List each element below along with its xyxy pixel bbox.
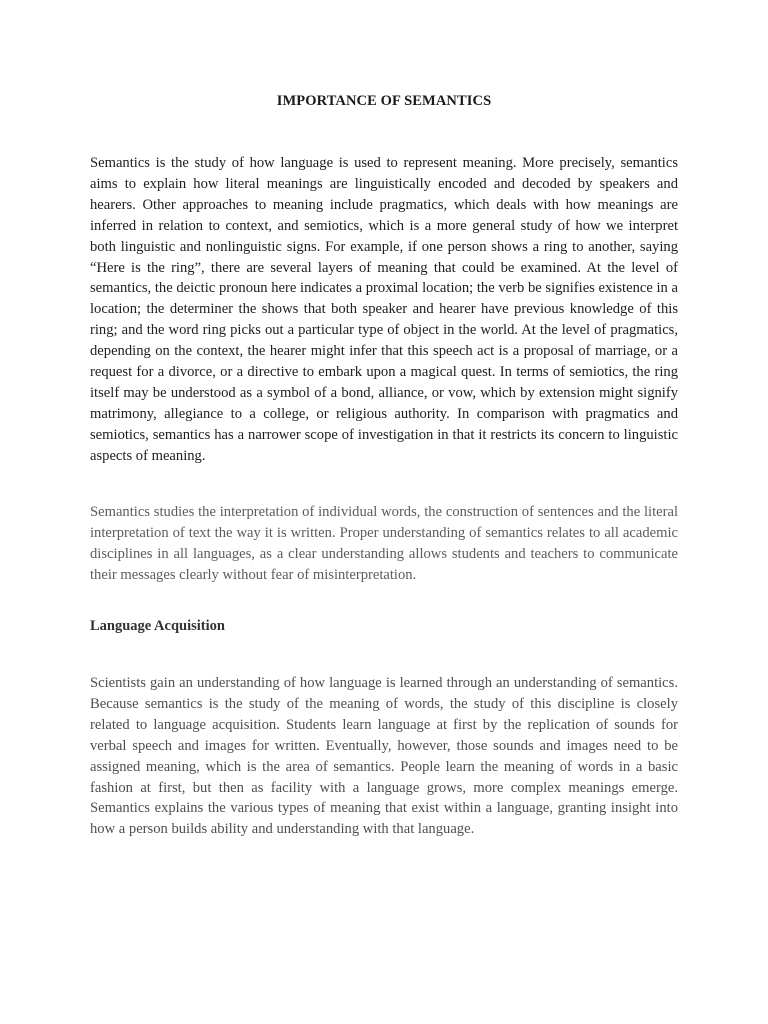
paragraph-semantics-definition: Semantics is the study of how language is used to represent meaning. More precisely, semantics aims to explain how literal meanings are linguistically encoded and decoded by speakers and hearers. Other approaches to meaning include pragmatics, which deals with how meanings are inferred in relation to context, and semiotics, which is a more general study of how we interpret both linguistic and nonlinguistic signs. For example, if one person shows a ring to another, saying “Here is the ring”, there are several layers of meaning that could be examined. At the level of semantics, the deictic pronoun here indicates a proximal location; the verb be signifies existence in a location; the determiner the shows that both speaker and hearer have previous knowledge of this ring; and the word ring picks out a particular type of object in the world. At the level of pragmatics, depending on the context, the hearer might infer that this speech act is a proposal of marriage, or a request for a divorce, or a directive to embark upon a magical quest. In terms of semiotics, the ring itself may be understood as a symbol of a bond, alliance, or vow, which by extension might signify matrimony, allegiance to a college, or religious authority. In comparison with pragmatics and semiotics, semantics has a narrower scope of investigation in that it restricts its concern to linguistic aspects of meaning. bbox=[90, 155, 678, 464]
document-title: IMPORTANCE OF SEMANTICS bbox=[276, 93, 492, 109]
paragraph-semantics-studies: Semantics studies the interpretation of individual words, the construction of sentences and the literal interpretation of text the way it is written. Proper understanding of semantics relates to all academic disciplines in all languages, as a clear understanding allows students and teachers to communicate their messages clearly without fear of misinterpretation. bbox=[90, 504, 678, 583]
section-heading-language-acquisition: Language Acquisition bbox=[90, 618, 225, 634]
paragraph-language-acquisition: Scientists gain an understanding of how language is learned through an understanding of semantics. Because semantics is the study of the meaning of words, the study of this discipline is closely related to language acquisition. Students learn language at first by the replication of sounds for verbal speech and images for written. Eventually, however, those sounds and images need to be assigned meaning, which is the area of semantics. People learn the meaning of words in a basic fashion at first, but then as facility with a language grows, more complex meanings emerge. Semantics explains the various types of meaning that exist within a language, granting insight into how a person builds ability and understanding with that language. bbox=[90, 675, 678, 838]
